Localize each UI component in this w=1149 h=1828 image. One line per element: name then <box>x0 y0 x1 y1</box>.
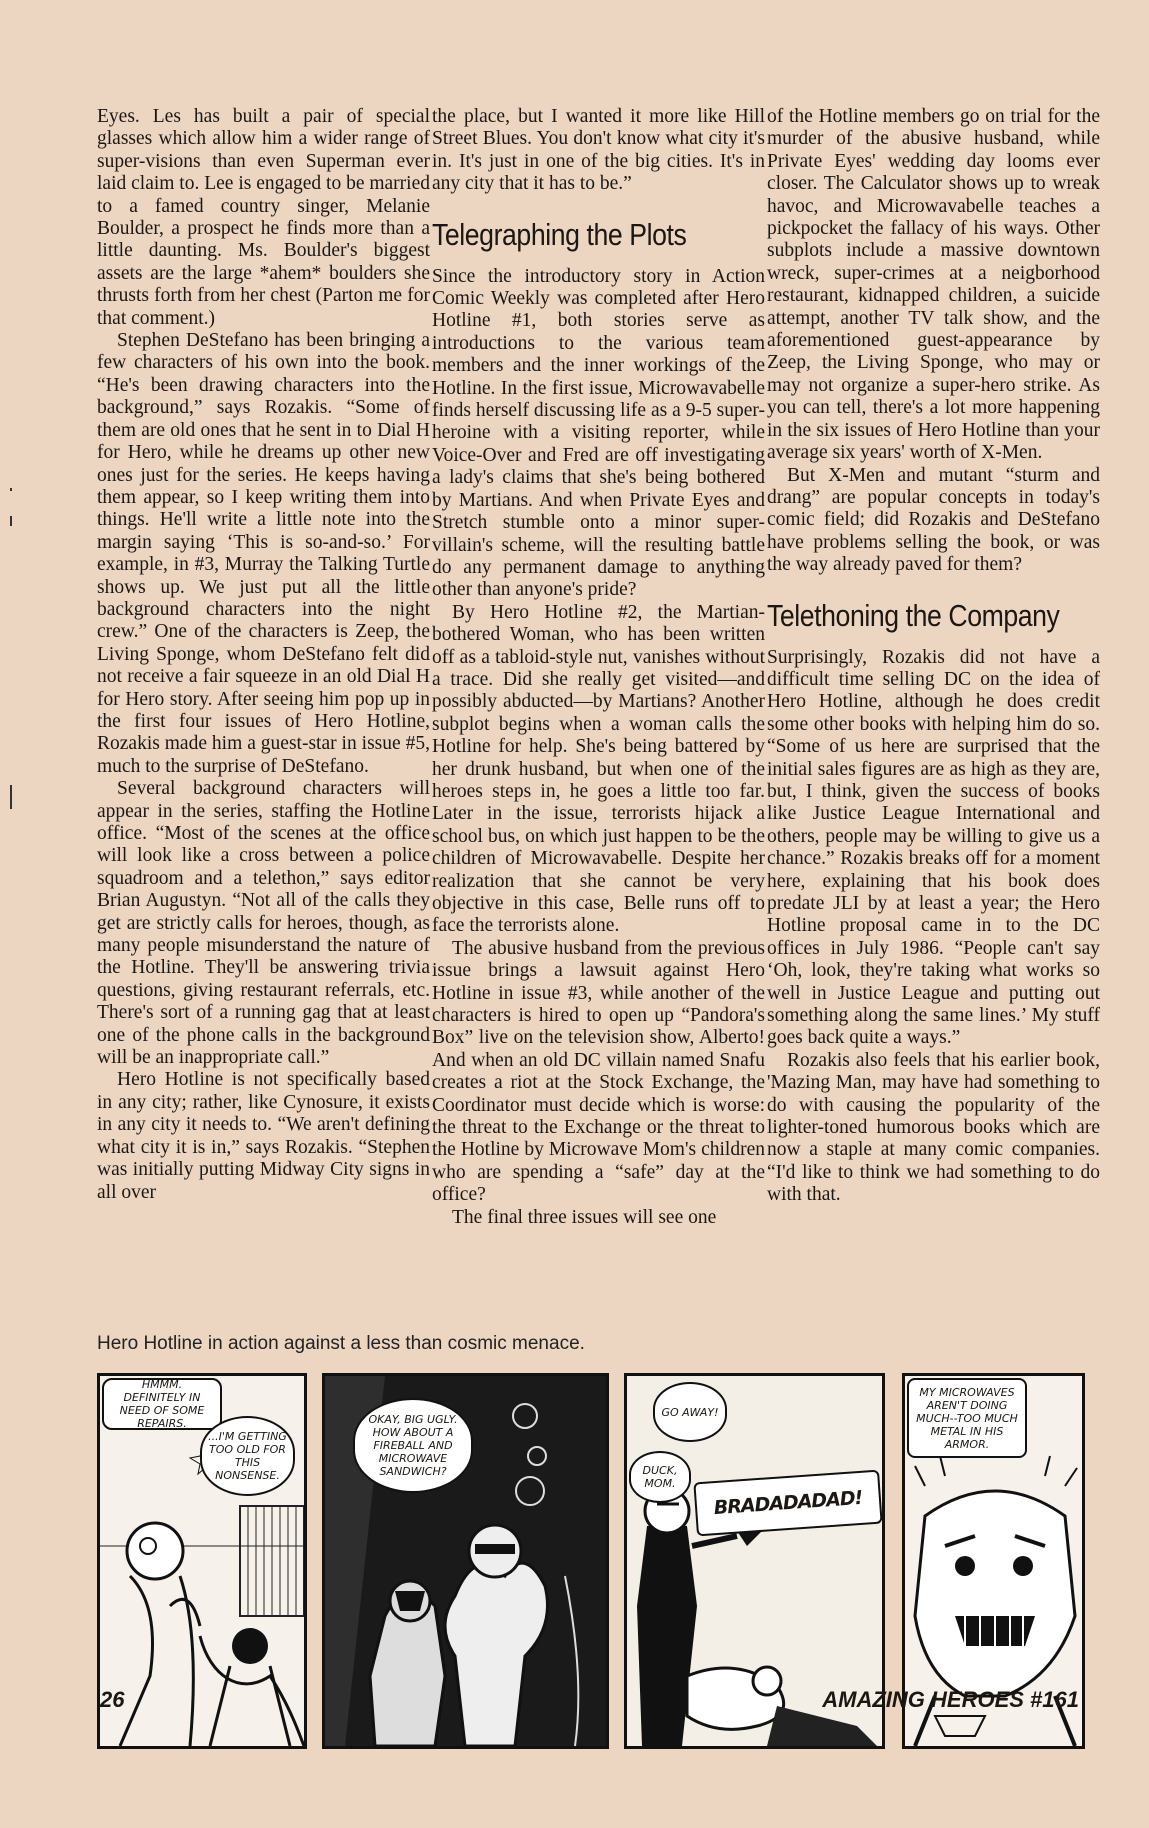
text-column-1 <box>97 106 430 1204</box>
paragraph: the place, but I wanted it more like Hill Street Blues. You don't know what city it's in. It's just in one of the big cities. It's in any city that it has to be.” <box>432 106 765 195</box>
text-column-3 <box>767 106 1100 1207</box>
margin-mark <box>10 516 12 526</box>
speech-bubble: DUCK, MOM. <box>629 1451 691 1503</box>
section-heading: Telegraphing the Plots <box>432 216 687 252</box>
margin-mark <box>10 488 12 491</box>
paragraph: By Hero Hotline #2, the Martian-bothered Woman, who has been written off as a tabloid-style nut, vanishes without a trace. Did she really get visited—and possibly abducted—by Martians? Another subplot begins when a woman calls the Hotline for help. She's being battered by her drunk husband, but when one of the heroes steps in, he goes a little too far. Later in the issue, terrorists hijack a school bus, on which just happen to be the children of Microwavabelle. Despite her realization that she cannot be very objective in this case, Belle runs off to face the terrorists alone. <box>432 601 765 937</box>
speech-bubble: GO AWAY! <box>653 1382 727 1442</box>
margin-mark <box>10 785 12 809</box>
paragraph: Stephen DeStefano has been bringing a few characters of his own into the book. “He's been drawing characters into the background,” says Rozakis. “Some of them are old ones that he sent in to Dial H for Hero, while he dreams up other new ones just for the series. He keeps having them appear, so I keep writing them into things. He'll write a little note into the margin saying ‘This is so-and-so.’ For example, in #3, Murray the Talking Turtle shows up. We just put all the little background characters into the night crew.” One of the characters is Zeep, the Living Sponge, whom DeStefano felt did not receive a fair squeeze in an old Dial H for Hero story. After seeing him pop up in the first four issues of Hero Hotline, Rozakis made him a guest-star in issue #5, much to the surprise of DeStefano. <box>97 330 430 777</box>
speech-bubble: OKAY, BIG UGLY. HOW ABOUT A FIREBALL AND MICROWAVE SANDWICH? <box>353 1398 473 1493</box>
paragraph: Several background characters will appear in the series, staffing the Hotline office. “Most of the scenes at the office will look like a cross between a police squadroom and a telethon,” says editor Brian Augustyn. “Not all of the calls they get are strictly calls for heroes, though, as many people misunderstand the nature of the Hotline. They'll be answering trivia questions, giving restaurant referrals, etc. There's sort of a running gag that at least one of the phone calls in the background will be an inappropriate call.” <box>97 778 430 1069</box>
figure-caption: Hero Hotline in action against a less than cosmic menace. <box>97 1333 585 1354</box>
speech-bubble: HMMM. DEFINITELY IN NEED OF SOME REPAIRS. <box>102 1378 222 1430</box>
paragraph: Eyes. Les has built a pair of special glasses which allow him a wider range of super-visions than even Superman ever laid claim to. Lee is engaged to be married to a famed country singer, Melanie Boulder, a prospect he finds more than a little daunting. Ms. Boulder's biggest assets are the large *ahem* boulders she thrusts forth from her chest (Parton me for that comment.) <box>97 106 430 329</box>
paragraph: Since the introductory story in Action Comic Weekly was completed after Hero Hotline #1, both stories serve as introductions to the various team members and the inner workings of the Hotline. In the first issue, Microwavabelle finds herself discussing life as a 9-5 super-heroine with a visiting reporter, while Voice-Over and Fred are off investigating a lady's claims that she's being bothered by Martians. And when Private Eyes and Stretch stumble onto a minor super-villain's scheme, will the resulting battle do any permanent damage to anything other than anyone's pride? <box>432 265 765 601</box>
paragraph: Hero Hotline is not specifically based in any city; rather, like Cynosure, it exists in any city it needs to. “We aren't defining what city it is in,” says Rozakis. “Stephen was initially putting Midway City signs in all over <box>97 1069 430 1203</box>
sound-effect: BRADADADAD! <box>693 1470 882 1537</box>
paragraph: Surprisingly, Rozakis did not have a difficult time selling DC on the idea of Hero Hotline, although he does credit some other books with helping him do so. “Some of us here are surprised that the initial sales figures are as high as they are, but, I think, given the success of books like Justice League International and others, people may be willing to give us a chance.” Rozakis breaks off for a moment here, explaining that his book does predate JLI by at least a year; the Hero Hotline proposal came in to the DC offices in July 1986. “People can't say ‘Oh, look, they're taking what works so well in Justice League and putting out something along the same lines.’ My stuff goes back quite a ways.” <box>767 646 1100 1049</box>
comic-panel-1 <box>97 1373 307 1749</box>
paragraph: The final three issues will see one <box>452 1206 717 1228</box>
paragraph: But X-Men and mutant “sturm and drang” are popular concepts in today's comic field; did Rozakis and DeStefano have problems selling the book, or was the way already paved for them? <box>767 464 1100 576</box>
paragraph: of the Hotline members go on trial for the murder of the abusive husband, while Private Eyes' wedding day looms ever closer. The Calculator shows up to wreak havoc, and Microwavabelle teaches a pickpocket the fallacy of his ways. Other subplots include a massive downtown wreck, super-crimes at a neigborhood restaurant, kidnapped children, a suicide attempt, another TV talk show, and the aforementioned guest-appearance by Zeep, the Living Sponge, who may or may not organize a super-hero strike. As you can tell, there's a lot more happening in the six issues of Hero Hotline than your average six years' worth of X-Men. <box>767 106 1100 464</box>
section-heading: Telethoning the Company <box>767 597 1060 633</box>
paragraph: The abusive husband from the previous issue brings a lawsuit against Hero Hotline in issue #3, while another of the characters is hired to open up “Pandora's Box” live on the television show, Alberto! And when an old DC villain named Snafu creates a riot at the Stock Exchange, the Coordinator must decide which is worse: the threat to the Exchange or the threat to the Hotline by Microwave Mom's children who are spending a “safe” day at the office? <box>432 937 765 1206</box>
page-number: 26 <box>100 1687 125 1712</box>
paragraph: Rozakis also feels that his earlier book, 'Mazing Man, may have had something to do with causing the popularity of the lighter-toned humorous books which are now a staple at many comic companies. “I'd like to think we had something to do with that. <box>767 1049 1100 1206</box>
speech-bubble: MY MICROWAVES AREN'T DOING MUCH--TOO MUCH METAL IN HIS ARMOR. <box>907 1378 1027 1458</box>
comic-panel-2 <box>322 1373 609 1749</box>
text-column-2 <box>432 106 765 1229</box>
speech-bubble: ...I'M GETTING TOO OLD FOR THIS NONSENSE. <box>200 1416 295 1496</box>
magazine-issue: AMAZING HEROES #161 <box>822 1687 1079 1712</box>
